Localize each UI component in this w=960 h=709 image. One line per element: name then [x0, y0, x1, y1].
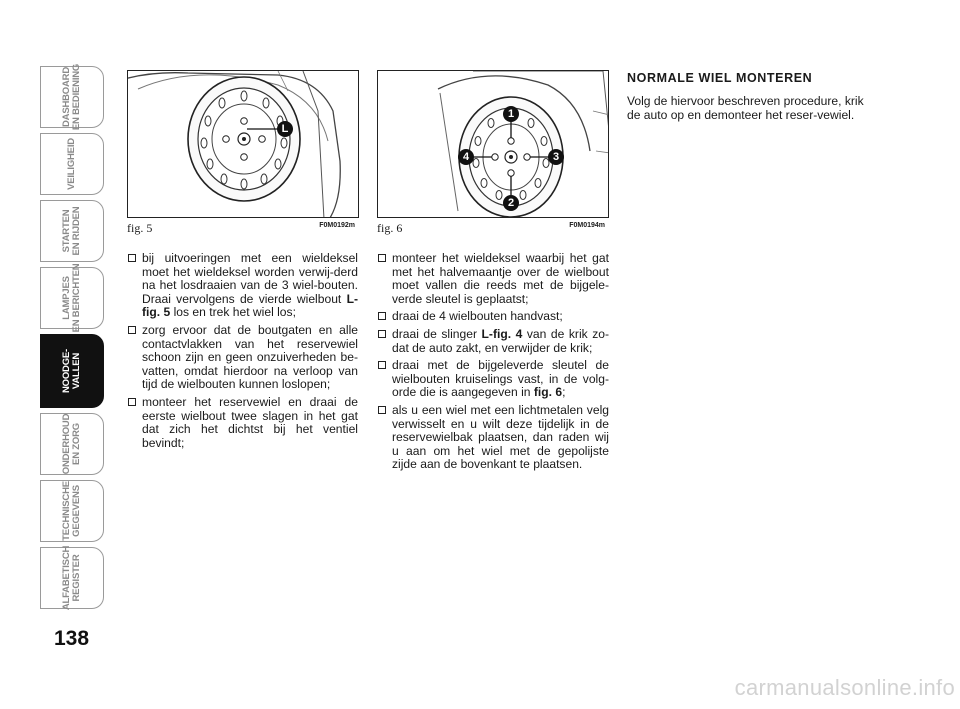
checkbox-bullet-icon — [378, 361, 386, 369]
tab-label: TECHNISCHE GEGEVENS — [61, 481, 82, 541]
item-ref: L-fig. 4 — [481, 326, 523, 341]
item-text: zorg ervoor dat de boutgaten en alle contactvlakken van het reservewiel schoon zijn en geen onzuiverheden be-vatten, omdat hierdoor na verloop van tijd de wielbouten kunnen loslopen; — [142, 322, 358, 392]
callout-2: 2 — [507, 197, 515, 209]
wheel-illustration — [128, 71, 359, 218]
item-text: van de krik zo-dat de auto zakt, en verwijder de krik; — [392, 326, 610, 355]
item-text: los en trek het wiel los; — [170, 305, 296, 320]
figure-label: fig. 6 — [377, 221, 403, 235]
list-item — [378, 310, 609, 324]
checkbox-bullet-icon — [128, 326, 136, 334]
list-item — [378, 328, 609, 355]
column-2 — [378, 252, 609, 476]
item-ref: fig. 6 — [533, 385, 563, 400]
figure-code: F0M0194m — [569, 222, 605, 229]
figure-6-caption — [377, 221, 609, 235]
callout-1: 1 — [507, 108, 515, 120]
callout-3: 3 — [552, 151, 560, 163]
list-item — [128, 396, 358, 450]
item-text: ; — [562, 385, 566, 400]
watermark: carmanualsonline.info — [734, 675, 955, 700]
list-item — [128, 252, 358, 320]
item-text: draai met de bijgeleverde sleutel de wielbouten kruiselings vast, in de volg-orde die is aangegeven in — [392, 358, 609, 400]
list-item — [378, 359, 609, 400]
checkbox-bullet-icon — [378, 330, 386, 338]
page-number: 138 — [54, 627, 90, 650]
checkbox-bullet-icon — [378, 254, 386, 262]
item-text: als u een wiel met een lichtmetalen velg verwisselt en u wilt deze tijdelijk in de reservewielbak plaatsen, dan raden wij u aan om het wiel met de gepolijste zijde aan de bovenkant te plaatsen. — [392, 402, 609, 472]
figure-code: F0M0192m — [319, 222, 355, 229]
figure-5-illustration — [127, 70, 359, 218]
list-item — [378, 404, 609, 472]
item-text: bij uitvoeringen met een wieldeksel moet het wieldeksel worden verwij-derd na het losdraaien van de 3 wiel-bouten. Draai vervolgens de vierde wielbout — [142, 251, 358, 306]
tab-lampjes[interactable] — [40, 263, 104, 333]
tab-technische[interactable] — [40, 480, 104, 542]
item-text: draai de slinger — [392, 326, 482, 341]
tab-label: VEILIGHEID — [66, 138, 77, 190]
checkbox-bullet-icon — [128, 254, 136, 262]
figure-label: fig. 5 — [127, 221, 153, 235]
tab-starten[interactable] — [40, 200, 104, 262]
tab-label: LAMPJES EN BERICHTEN — [61, 263, 82, 333]
figure-6-illustration — [377, 70, 609, 218]
tab-label: ALFABETISCH REGISTER — [61, 545, 82, 611]
instruction-list — [128, 252, 358, 450]
checkbox-bullet-icon — [128, 398, 136, 406]
callout-l: L — [281, 123, 289, 135]
checkbox-bullet-icon — [378, 312, 386, 320]
section-paragraph: Volg de hiervoor beschreven procedure, krik de auto op en demonteer het reser-vewiel. — [627, 94, 864, 122]
tab-label: ONDERHOUD EN ZORG — [61, 413, 82, 475]
tab-dashboard[interactable] — [40, 63, 104, 131]
tab-register[interactable] — [40, 547, 104, 609]
checkbox-bullet-icon — [378, 406, 386, 414]
tab-label: DASHBOARD EN BEDIENING — [61, 63, 82, 131]
tab-veiligheid[interactable] — [40, 133, 104, 195]
item-text: monteer het reservewiel en draai de eerste wielbout twee slagen in het gat dat zich het dichtst bij het ventiel bevindt; — [142, 394, 358, 450]
tab-noodgevallen[interactable] — [40, 334, 104, 408]
item-text: draai de 4 wielbouten handvast; — [392, 309, 563, 324]
list-item — [128, 324, 358, 392]
tab-onderhoud[interactable] — [40, 413, 104, 475]
section-heading: NORMALE WIEL MONTEREN — [627, 71, 813, 85]
column-1 — [128, 252, 358, 454]
instruction-list — [378, 252, 609, 472]
tab-label: STARTEN EN RIJDEN — [61, 206, 82, 256]
item-text: monteer het wieldeksel waarbij het gat met het halvemaantje over de wielbout moet vallen die reeds met de bijgele-verde sleutel is geplaatst; — [392, 251, 609, 306]
list-item — [378, 252, 609, 306]
item-ref: L-fig. 5 — [142, 291, 358, 320]
wheel-tightening-illustration — [378, 71, 609, 218]
tab-label: NOODGE- VALLEN — [61, 349, 82, 393]
callout-4: 4 — [462, 151, 470, 163]
figure-5-caption — [127, 221, 359, 235]
